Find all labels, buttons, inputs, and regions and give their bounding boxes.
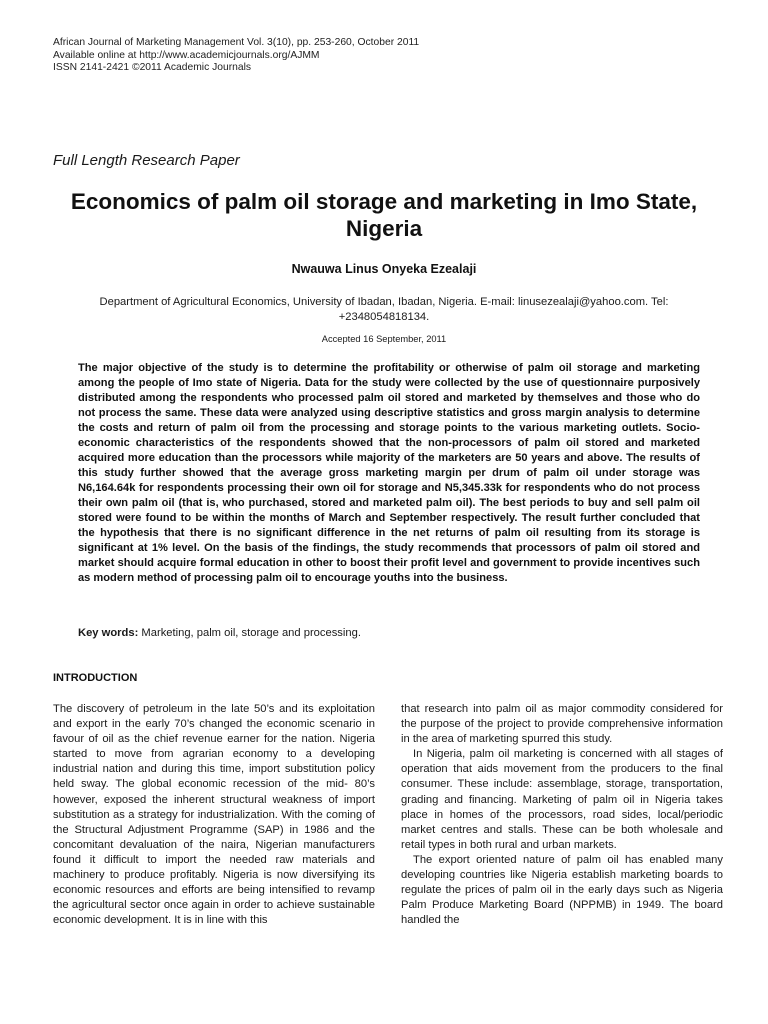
keywords-text: Marketing, palm oil, storage and processing. <box>138 627 361 639</box>
intro-paragraph-1: The discovery of petroleum in the late 50’s and its exploitation and export in the early 70’s changed the economic scenario in favour of oil as the chief revenue earner for the nation. Nigeria started to move from agrarian economy to a developing industrial nation and during this time, import substitution policy held sway. The global economic recession of the mid- 80’s however, exposed the inherent structural weakness of import substitution as a strategy for industrialization. With the coming of the Structural Adjustment Programme (SAP) in 1986 and the concomitant devaluation of the naira, Nigerian manufacturers found it difficult to import the needed raw materials and machinery to produce profitably. Nigeria is now diversifying its economic resources and efforts are being intensified to revamp the agricultural sector once again in order to achieve sustainable economic development. It is in line with this <box>53 703 375 927</box>
journal-header <box>53 37 419 75</box>
author-affiliation: Department of Agricultural Economics, University of Ibadan, Ibadan, Nigeria. E-mail: linusezealaji@yahoo.com. Tel: +2348054818134. <box>99 296 669 323</box>
abstract: The major objective of the study is to determine the profitability or otherwise of palm oil storage and marketing among the people of Imo state of Nigeria. Data for the study were collected by the use of questionnaire purposively distributed among the respondents who processed palm oil stored and marketed by themselves and those who do not process the same. These data were analyzed using descriptive statistics and gross margin analysis to determine the costs and return of palm oil from the processing and storage points to the various marketing outlets. Socio-economic characteristics of the respondents showed that the non-processors of palm oil stored and marketed acquired more education than the processors while majority of the marketers are 50 years and above. The results of this study further showed that the average gross marketing margin per drum of palm oil under storage was N6,164.64k for respondents processing their own oil for storage and N5,345.33k for respondents who do not process their own palm oil (that is, who purchased, stored and marketed palm oil). The best periods to buy and sell palm oil stored were found to be within the months of March and September respectively. The result further concluded that the hypothesis that there is no significant difference in the net returns of palm oil resulting from its storage is significant at 1% level. On the basis of the findings, the study recommends that processors of palm oil stored and market should acquire formal education in other to boost their profit level and government to provide incentives such as modern method of processing palm oil to encourage youths into the business. <box>78 362 700 584</box>
author-name: Nwauwa Linus Onyeka Ezealaji <box>291 262 477 276</box>
journal-issn: ISSN 2141-2421 ©2011 Academic Journals <box>53 62 252 74</box>
left-column <box>53 702 375 928</box>
intro-paragraph-2: In Nigeria, palm oil marketing is concerned with all stages of operation that aids movement from the producers to the final consumer. These include: assemblage, storage, transportation, grading and financing. Marketing of palm oil in Nigeria takes place in homes of the processors, road sides, local/periodic market centres and stalls. These can be both wholesale and retail types in both rural and urban markets. <box>401 748 723 851</box>
journal-url: Available online at http://www.academicjournals.org/AJMM <box>53 49 320 61</box>
keywords <box>78 627 700 639</box>
section-heading-introduction: INTRODUCTION <box>53 672 138 684</box>
paper-title: Economics of palm oil storage and marketing in Imo State, Nigeria <box>70 189 698 241</box>
keywords-label: Key words: <box>78 627 139 639</box>
journal-citation: African Journal of Marketing Management Vol. 3(10), pp. 253-260, October 2011 <box>53 37 420 48</box>
accepted-date: Accepted 16 September, 2011 <box>321 334 447 344</box>
article-type: Full Length Research Paper <box>53 152 240 169</box>
intro-paragraph-continued: that research into palm oil as major commodity considered for the purpose of the project to provide comprehensive information in the area of marketing spurred this study. <box>401 703 723 746</box>
intro-paragraph-3: The export oriented nature of palm oil has enabled many developing countries like Nigeria establish marketing boards to regulate the prices of palm oil in the early days such as Nigeria Palm Produce Marketing Board (NPPMB) in 1949. The board handled the <box>401 853 723 927</box>
right-column <box>401 702 723 928</box>
